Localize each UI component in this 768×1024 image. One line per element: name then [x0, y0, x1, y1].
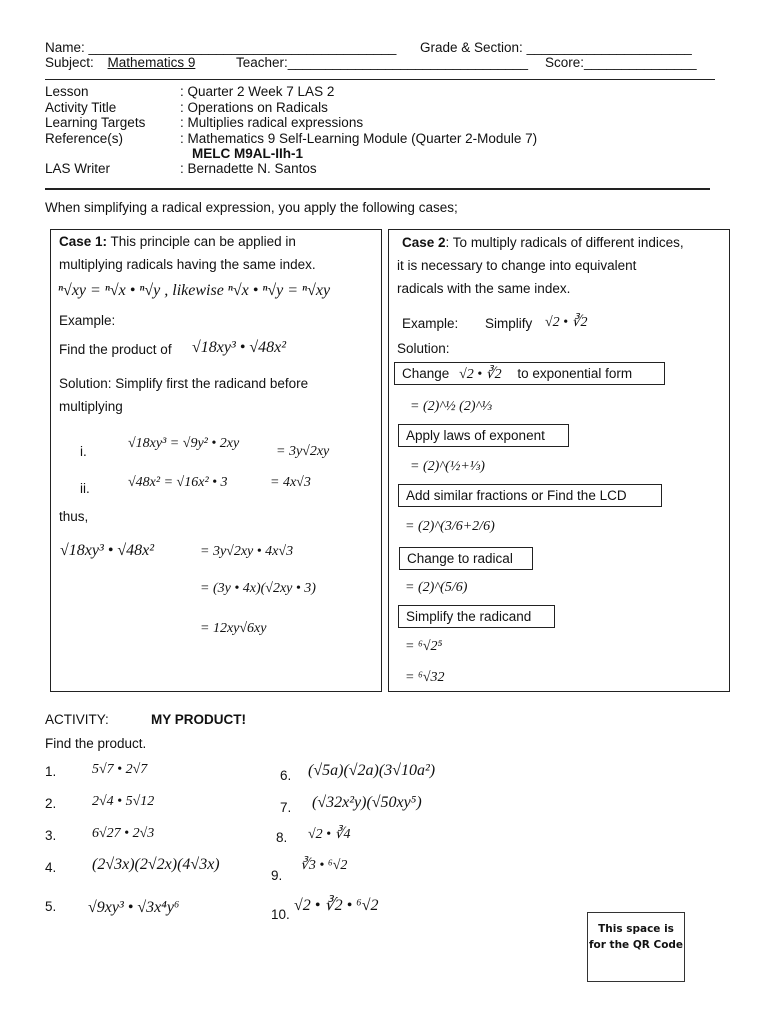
case2-step1-a: Change — [402, 366, 450, 381]
info-label-learning-targets: Learning Targets — [45, 115, 146, 130]
case1-text2: multiplying radicals having the same index. — [59, 257, 316, 272]
case2-example-label: Example: — [402, 316, 459, 331]
info-value-lesson: : Quarter 2 Week 7 LAS 2 — [180, 84, 335, 99]
case2-title: Case 2 — [402, 235, 446, 250]
qr-text: This space is for the QR Code — [588, 923, 684, 951]
case2-step1-expr: √2 • ∛2 — [459, 367, 502, 382]
case1-text1: This principle can be applied in — [107, 234, 296, 249]
info-value-references: : Mathematics 9 Self-Learning Module (Quarter 2-Module 7) — [180, 131, 538, 146]
name-row — [45, 40, 396, 55]
item-9-number: 9. — [271, 868, 283, 883]
case1-final-lhs: √18xy³ • √48x² — [60, 542, 155, 559]
item-2-number: 2. — [45, 796, 57, 811]
activity-title: MY PRODUCT! — [151, 712, 247, 727]
case2-simplify-expr: √2 • ∛2 — [545, 315, 588, 330]
case1-solution1: Solution: Simplify first the radicand before — [59, 376, 309, 391]
case1-step-ii-label: ii. — [80, 481, 90, 496]
info-label-activity-title: Activity Title — [45, 100, 117, 115]
item-8-number: 8. — [276, 830, 288, 845]
grade-row — [420, 40, 692, 55]
activity-instruction: Find the product. — [45, 736, 147, 751]
case1-step-i-result: = 3y√2xy — [276, 444, 330, 459]
item-5-expression: √9xy³ • √3x⁴y⁶ — [88, 899, 180, 916]
info-value-las-writer: : Bernadette N. Santos — [180, 161, 317, 176]
teacher-line[interactable]: ________________________________ — [287, 55, 529, 70]
case2-step1-box — [394, 362, 665, 385]
case1-final1: = 3y√2xy • 4x√3 — [200, 544, 294, 559]
qr-code-placeholder — [587, 912, 685, 982]
info-label-las-writer: LAS Writer — [45, 161, 111, 176]
case2-step4-box — [399, 547, 533, 570]
info-divider — [45, 188, 710, 190]
intro-text: When simplifying a radical expression, you apply the following cases; — [45, 200, 458, 215]
case1-find-text: Find the product of — [59, 342, 172, 357]
score-row — [545, 55, 697, 70]
grade-line[interactable]: ______________________ — [526, 40, 692, 55]
item-1-expression: 5√7 • 2√7 — [92, 762, 148, 777]
item-6-number: 6. — [280, 768, 292, 783]
item-3-number: 3. — [45, 828, 57, 843]
item-5-number: 5. — [45, 899, 57, 914]
case1-step-i: √18xy³ = √9y² • 2xy — [128, 436, 240, 451]
case1-step-ii-result: = 4x√3 — [270, 475, 311, 490]
case2-step5-box — [398, 605, 555, 628]
subject-row — [45, 55, 195, 70]
info-label-lesson: Lesson — [45, 84, 89, 99]
item-1-number: 1. — [45, 764, 57, 779]
case2-line1 — [402, 235, 684, 250]
subject-value: Mathematics 9 — [107, 55, 196, 70]
case1-formula: ⁿ√xy = ⁿ√x • ⁿ√y , likewise ⁿ√x • ⁿ√y = ⁿ√xy — [58, 282, 331, 299]
case1-final2: = (3y • 4x)(√2xy • 3) — [200, 581, 316, 596]
case1-final3: = 12xy√6xy — [200, 621, 267, 636]
item-8-expression: √2 • ∛4 — [308, 827, 351, 842]
item-10-expression: √2 • ∛2 • ⁶√2 — [294, 897, 379, 914]
info-value-activity-title: : Operations on Radicals — [180, 100, 328, 115]
case1-solution2: multiplying — [59, 399, 123, 414]
item-6-expression: (√5a)(√2a)(3√10a²) — [308, 762, 436, 779]
case2-text1: : To multiply radicals of different indices, — [445, 235, 684, 250]
subject-label: Subject: — [45, 55, 94, 70]
item-4-expression: (2√3x)(2√2x)(4√3x) — [92, 856, 220, 873]
info-value-learning-targets: : Multiplies radical expressions — [180, 115, 364, 130]
case2-res5: = ⁶√2⁵ — [405, 639, 443, 654]
header-divider — [45, 79, 715, 80]
case2-step5: Simplify the radicand — [406, 609, 532, 624]
info-label-references: Reference(s) — [45, 131, 124, 146]
item-10-number: 10. — [271, 907, 290, 922]
grade-label: Grade & Section: — [420, 40, 523, 55]
case2-step2-box — [398, 424, 569, 447]
info-value-melc: MELC M9AL-IIh-1 — [192, 146, 303, 161]
case1-find-expr: √18xy³ • √48x² — [192, 339, 287, 356]
case2-simplify-label: Simplify — [485, 316, 533, 331]
teacher-row — [236, 55, 528, 70]
item-3-expression: 6√27 • 2√3 — [92, 826, 155, 841]
case2-res4: = (2)^(5/6) — [405, 580, 468, 595]
case2-solution: Solution: — [397, 341, 450, 356]
score-label: Score: — [545, 55, 585, 70]
item-2-expression: 2√4 • 5√12 — [92, 794, 155, 809]
case2-step1-b: to exponential form — [517, 366, 633, 381]
case2-res6: = ⁶√32 — [405, 670, 445, 685]
item-9-expression: ∛3 • ⁶√2 — [300, 858, 348, 873]
case2-step4: Change to radical — [407, 551, 513, 566]
activity-label: ACTIVITY: — [45, 712, 109, 727]
score-line[interactable]: _______________ — [584, 55, 697, 70]
case1-line1 — [59, 234, 296, 249]
name-label: Name: — [45, 40, 85, 55]
teacher-label: Teacher: — [236, 55, 288, 70]
case2-step3: Add similar fractions or Find the LCD — [406, 488, 627, 503]
case2-step2: Apply laws of exponent — [406, 428, 545, 443]
case2-step3-box — [398, 484, 662, 507]
case2-text2: it is necessary to change into equivalent — [397, 258, 637, 273]
case1-step-i-label: i. — [80, 444, 87, 459]
case1-step-ii: √48x² = √16x² • 3 — [128, 475, 228, 490]
case2-text3: radicals with the same index. — [397, 281, 571, 296]
name-line[interactable]: _________________________________________ — [88, 40, 397, 55]
case2-res2: = (2)^(½+⅓) — [410, 459, 485, 474]
case1-example-label: Example: — [59, 313, 116, 328]
case2-res1: = (2)^½ (2)^⅓ — [410, 399, 492, 414]
item-7-number: 7. — [280, 800, 292, 815]
case1-title: Case 1: — [59, 234, 108, 249]
item-4-number: 4. — [45, 860, 57, 875]
case1-thus: thus, — [59, 509, 89, 524]
item-7-expression: (√32x²y)(√50xy⁵) — [312, 794, 422, 811]
case2-res3: = (2)^(3/6+2/6) — [405, 519, 495, 534]
